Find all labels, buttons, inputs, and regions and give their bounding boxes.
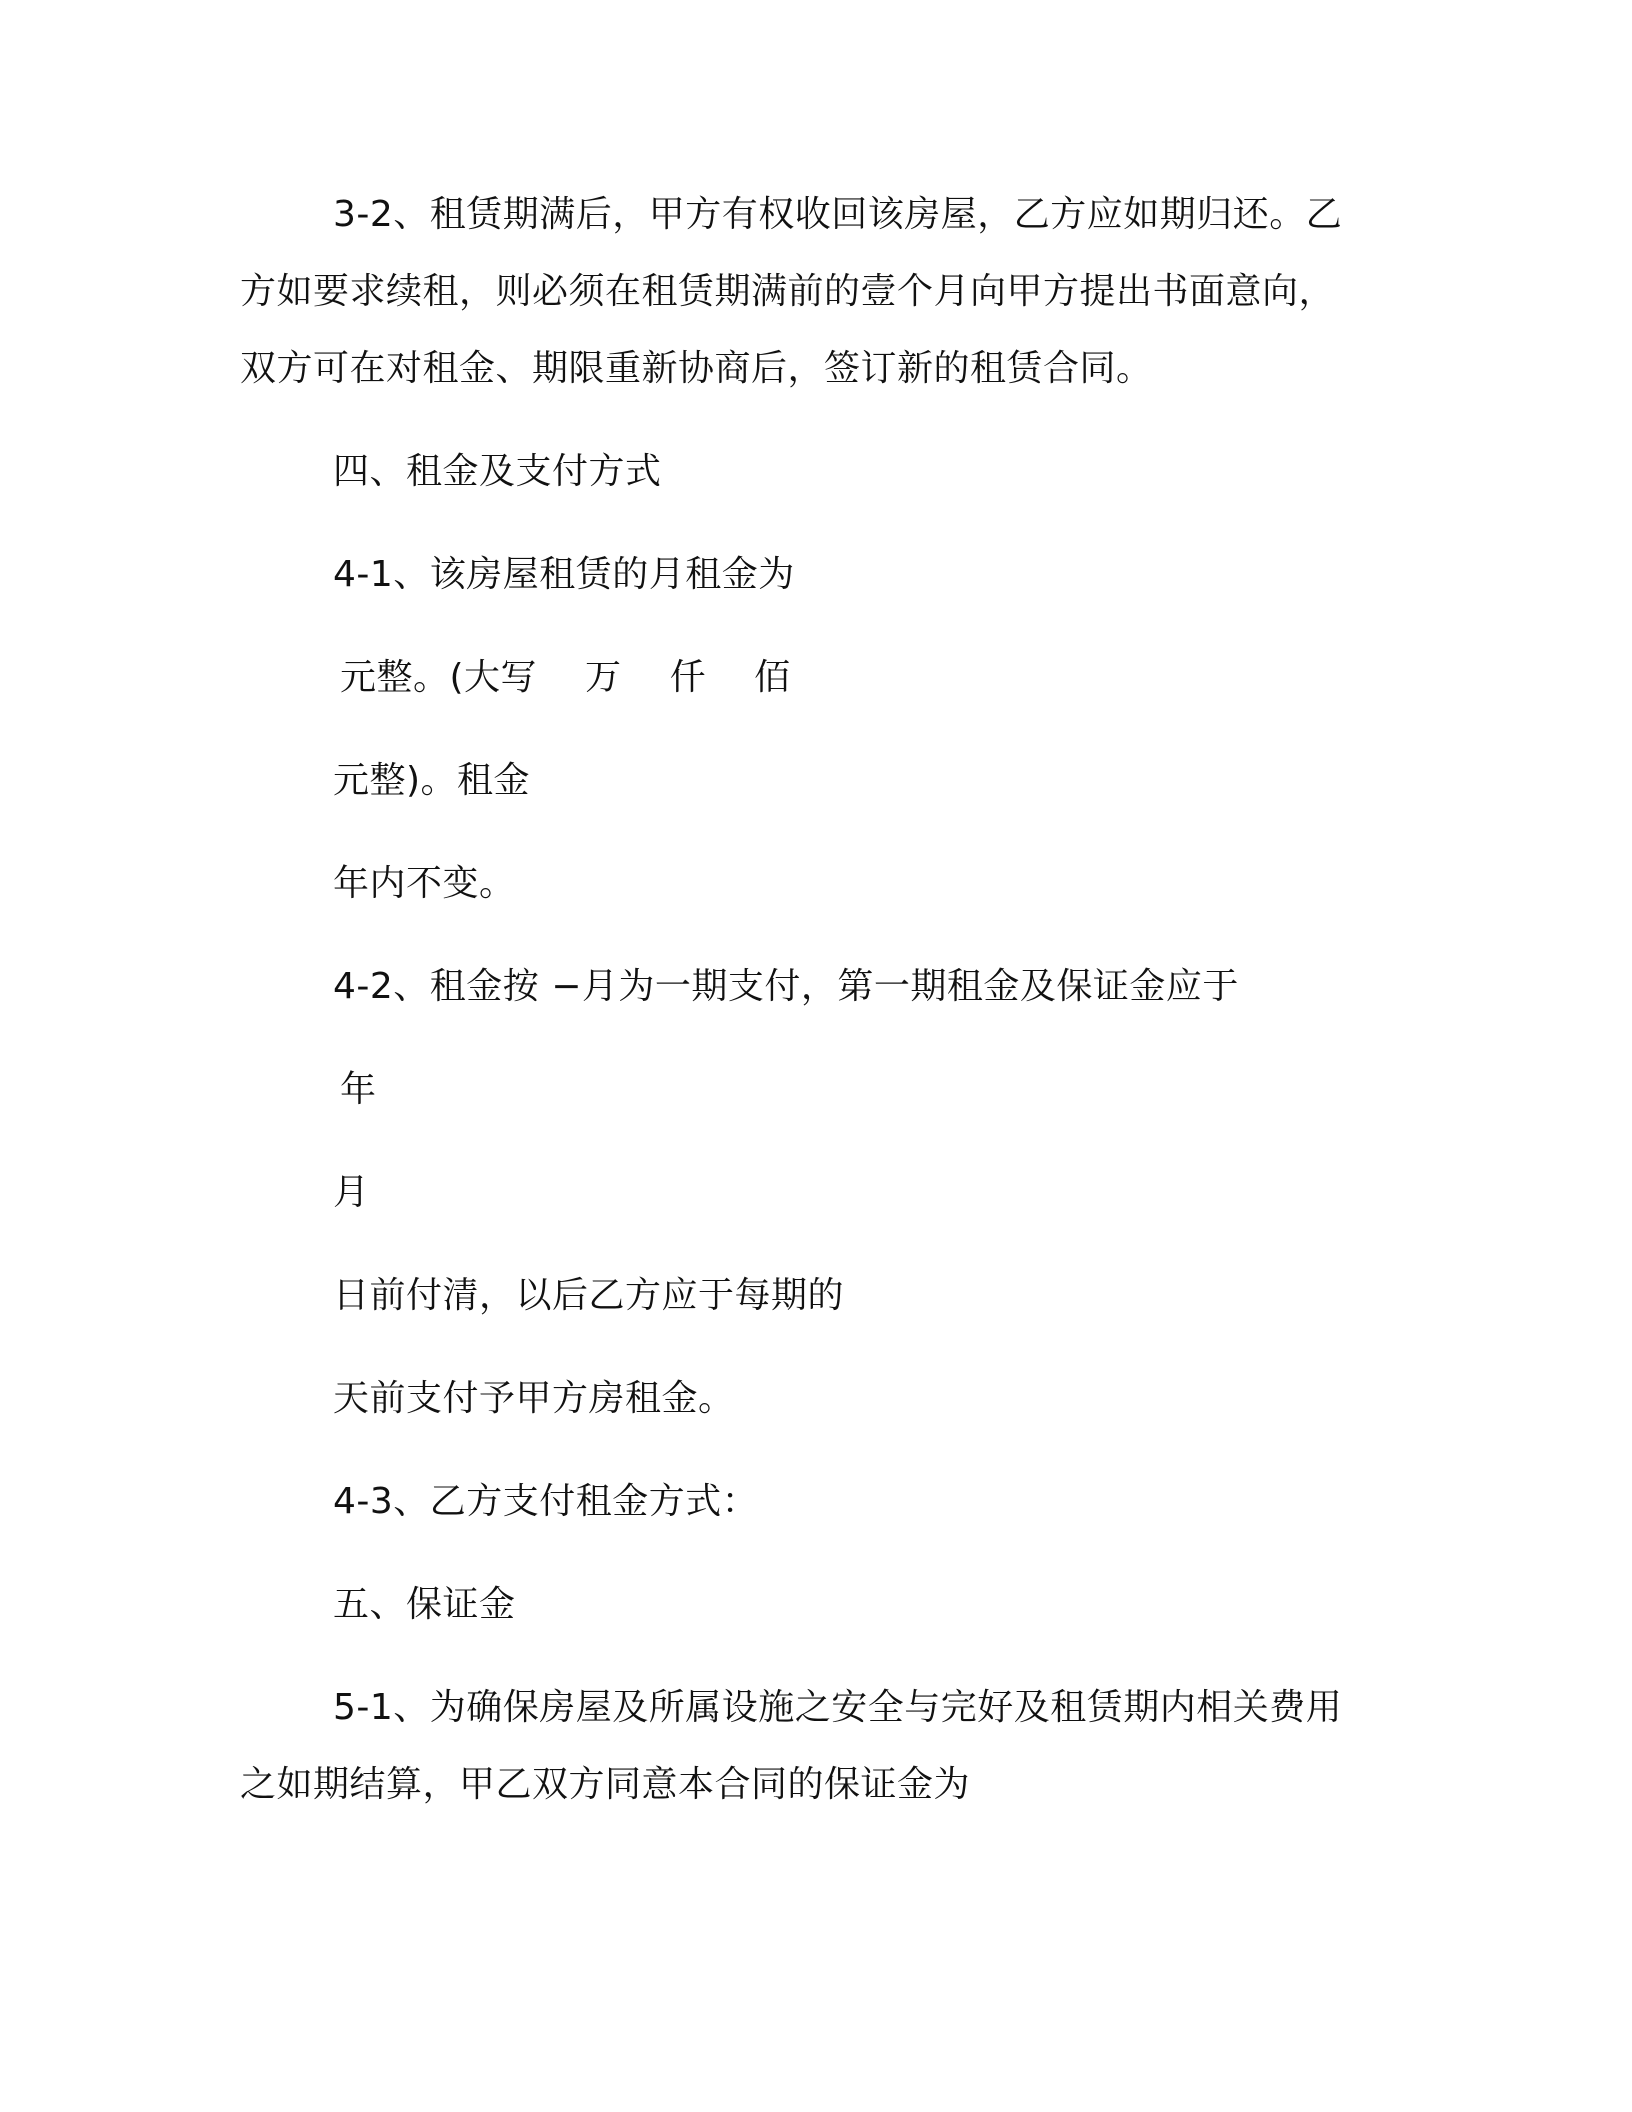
clause-3-2-line-2: 方如要求续租，则必须在租赁期满前的壹个月向甲方提出书面意向， <box>240 271 1336 312</box>
clause-5-1-line-2: 之如期结算，甲乙双方同意本合同的保证金为 <box>240 1764 971 1805</box>
clause-4-3: 4-3、乙方支付租金方式： <box>333 1481 759 1522</box>
clause-4-2-line-2: 年 <box>340 1069 377 1110</box>
clause-5-1-line-1: 5-1、为确保房屋及所属设施之安全与完好及租赁期内相关费用 <box>333 1687 1343 1728</box>
clause-4-1-bai: 佰 <box>754 657 791 698</box>
section-4-heading: 四、租金及支付方式 <box>333 451 662 492</box>
clause-4-1-qian: 仟 <box>669 657 707 698</box>
section-5-heading: 五、保证金 <box>333 1584 516 1625</box>
clause-4-2-line-1: 4-2、租金按 −月为一期支付，第一期租金及保证金应于 <box>333 966 1239 1007</box>
clause-4-2-line-3: 月 <box>333 1172 370 1213</box>
clause-4-2-line-5: 天前支付予甲方房租金。 <box>333 1378 735 1419</box>
clause-4-1-amount-text: 元整。(大写 <box>340 657 538 698</box>
clause-3-2-line-1: 3-2、租赁期满后，甲方有权收回该房屋，乙方应如期归还。乙 <box>333 194 1343 235</box>
clause-4-2-line-4: 日前付清，以后乙方应于每期的 <box>333 1275 845 1316</box>
clause-4-1-wan: 万 <box>585 657 622 698</box>
clause-4-1-line-4: 年内不变。 <box>333 863 516 904</box>
clause-3-2-line-3: 双方可在对租金、期限重新协商后，签订新的租赁合同。 <box>240 348 1153 389</box>
clause-4-1-line-3: 元整)。租金 <box>333 760 531 801</box>
clause-4-1-line-2 <box>340 656 791 700</box>
clause-4-1-line-1: 4-1、该房屋租赁的月租金为 <box>333 554 795 595</box>
